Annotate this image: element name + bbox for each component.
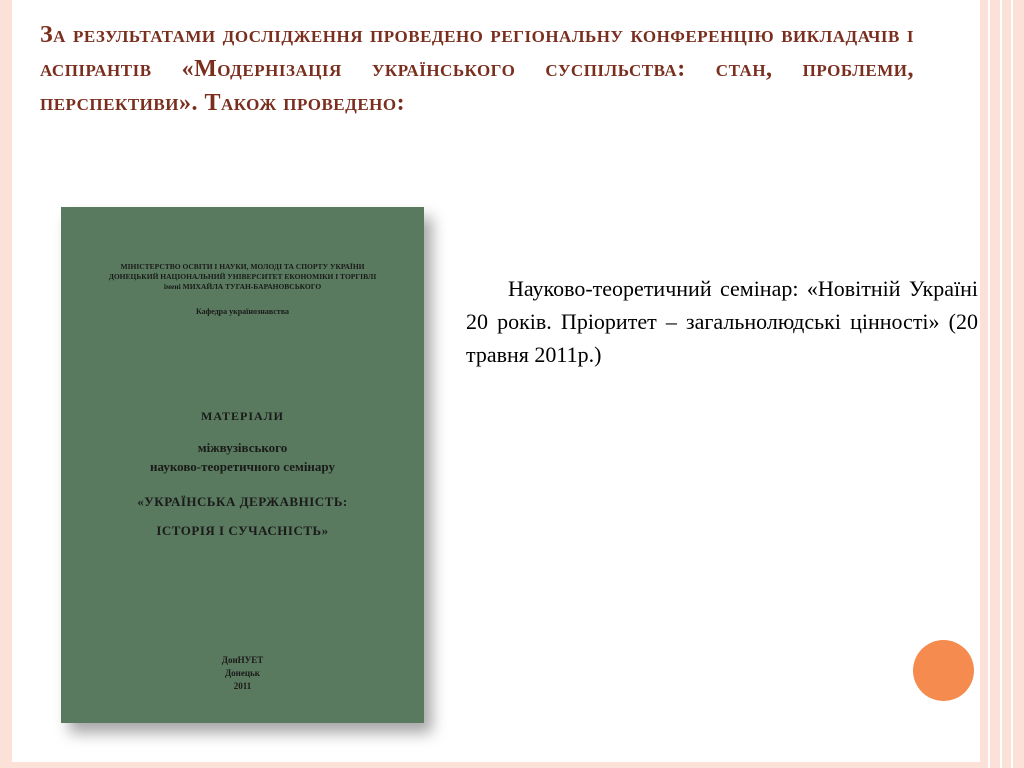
book-department: Кафедра українознавства (195, 307, 290, 316)
book-topic-line: ІСТОРІЯ І СУЧАСНІСТЬ» (156, 523, 329, 538)
book-ministry-line: імені МИХАЙЛА ТУГАН-БАРАНОВСЬКОГО (163, 282, 322, 291)
book-publisher-name: ДонНУЕТ (221, 655, 264, 665)
book-subtitle-line: міжвузівського (197, 440, 288, 455)
slide-title: За результатами дослідження проведено регіональну конференцію викладачів і аспірантів «Модернізація українського суспільства: стан, проблеми, перспективи». Також проведено: (40, 22, 914, 116)
book-ministry-line: ДОНЕЦЬКИЙ НАЦІОНАЛЬНИЙ УНІВЕРСИТЕТ ЕКОНОМІКИ І ТОРГІВЛІ (108, 272, 377, 281)
book-cover-image (61, 207, 424, 723)
border-stripe (988, 0, 990, 768)
right-border-decoration (980, 0, 1024, 768)
book-topic-line: «УКРАЇНСЬКА ДЕРЖАВНІСТЬ: (137, 494, 348, 509)
seminar-description: Науково-теоретичний семінар: «Новітній Україні 20 років. Пріоритет – загальнолюдські цінності» (20 травня 2011р.) (466, 276, 978, 367)
decorative-circle (913, 640, 974, 701)
book-year: 2011 (233, 681, 252, 691)
bottom-border-decoration (12, 762, 980, 768)
book-publisher (61, 654, 424, 693)
border-stripe (1011, 0, 1013, 768)
book-city: Донецьк (224, 668, 260, 678)
book-ministry (61, 262, 424, 292)
book-materials-heading: МАТЕРІАЛИ (201, 409, 284, 423)
left-border-decoration (0, 0, 12, 768)
book-subtitle-line: науково-теоретичного семінару (150, 459, 335, 474)
border-stripe (1000, 0, 1002, 768)
book-ministry-line: МІНІСТЕРСТВО ОСВІТИ І НАУКИ, МОЛОДІ ТА СПОРТУ УКРАЇНИ (120, 262, 365, 271)
